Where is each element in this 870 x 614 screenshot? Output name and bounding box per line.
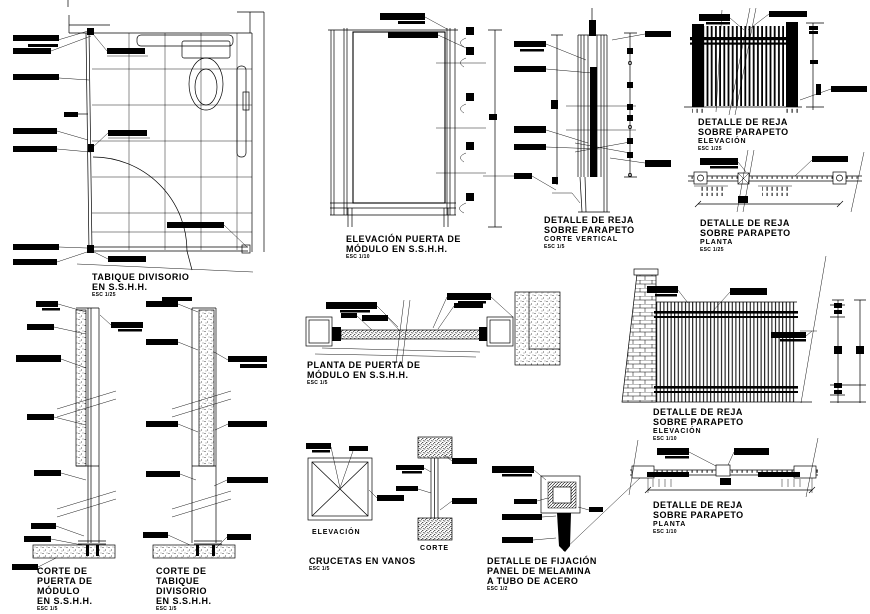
figure-reja-elevacion-der	[622, 256, 866, 403]
scale-label: ESC 1/25	[698, 146, 722, 152]
scale-label: ESC 1/2	[487, 586, 508, 592]
title-reja-corte-vertical: DETALLE DE REJA SOBRE PARAPETO CORTE VERTICAL ESC 1/5	[544, 215, 635, 250]
title-planta-puerta: PLANTA DE PUERTA DE MÓDULO EN S.S.H.H. ESC 1/5	[307, 360, 421, 386]
foundation	[153, 545, 235, 558]
callout-labels	[380, 13, 466, 48]
brick-pillar	[622, 274, 656, 402]
figure-reja-corte-vertical	[483, 8, 671, 212]
figure-reja-planta-sup	[688, 150, 864, 212]
scale-label: ESC 1/10	[653, 529, 677, 535]
toilet-plan	[182, 41, 230, 110]
title-reja-elevacion-sup: DETALLE DE REJA SOBRE PARAPETO ELEVACIÓN ESC 1/25	[698, 117, 789, 152]
scale-label: ESC 1/5	[37, 606, 58, 612]
title-elevacion-puerta: ELEVACIÓN PUERTA DE MÓDULO EN S.S.H.H. ESC 1/10	[346, 234, 461, 260]
callout-labels	[326, 293, 513, 331]
title-corte-puerta: CORTE DE PUERTA DE MÓDULO EN S.S.H.H. ESC 1/5	[37, 566, 93, 612]
break-lines	[57, 391, 116, 517]
scale-label: ESC 1/5	[156, 606, 177, 612]
callout-labels	[13, 31, 247, 265]
label-crucetas-corte: CORTE	[420, 545, 449, 552]
view-label: PLANTA	[653, 521, 687, 528]
concrete-wall	[515, 292, 560, 365]
figure-reja-planta-der	[629, 438, 818, 497]
foundation	[33, 545, 115, 558]
figure-crucetas-corte	[396, 437, 477, 540]
title-tabique-divisorio: TABIQUE DIVISORIO EN S.S.H.H. ESC 1/25	[92, 272, 190, 298]
callout-labels	[396, 455, 477, 510]
scale-label: ESC 1/25	[700, 247, 724, 253]
title-reja-planta-der: DETALLE DE REJA SOBRE PARAPETO PLANTA ESC 1/10	[653, 500, 744, 535]
figure-reja-elevacion-sup	[684, 8, 867, 115]
door-leaf-elevation	[353, 32, 445, 203]
melamine-panel	[557, 513, 571, 552]
figure-partition-section	[143, 301, 268, 558]
view-label: CORTE VERTICAL	[544, 236, 619, 243]
shelf-plan	[137, 35, 233, 46]
callout-labels	[657, 448, 769, 466]
callout-labels	[700, 156, 848, 176]
view-label: ELEVACIÓN	[698, 138, 747, 145]
figure-crucetas-elevacion	[306, 443, 404, 520]
hinge-strip	[459, 27, 474, 213]
tile-grid	[92, 33, 252, 250]
fence-post	[692, 24, 704, 107]
scale-label: ESC 1/5	[544, 244, 565, 250]
view-label: ELEVACIÓN	[653, 428, 702, 435]
scale-label: ESC 1/5	[307, 380, 328, 386]
scale-label: ESC 1/10	[346, 254, 370, 260]
label-crucetas-elevacion: ELEVACIÓN	[312, 529, 361, 536]
figure-door-plan	[306, 292, 560, 365]
scale-label: ESC 1/5	[309, 566, 330, 572]
scale-label: ESC 1/25	[92, 292, 116, 298]
figure-door-section	[12, 301, 143, 570]
scale-label: ESC 1/10	[653, 436, 677, 442]
panel-section	[199, 310, 214, 466]
callout-labels	[492, 466, 603, 543]
callout-labels	[483, 31, 671, 203]
view-label: PLANTA	[700, 239, 734, 246]
door-leaf-plan	[341, 330, 481, 339]
panel-section	[76, 310, 86, 466]
figure-bathroom-plan	[13, 0, 264, 301]
figure-door-elevation	[328, 13, 502, 227]
figure-fijacion-detail	[492, 466, 641, 552]
door-leaf	[92, 247, 248, 251]
door-swing-arc	[93, 157, 187, 251]
title-reja-planta-sup: DETALLE DE REJA SOBRE PARAPETO PLANTA ESC 1/25	[700, 218, 791, 253]
cross-brace	[312, 462, 368, 516]
grab-bar	[237, 66, 246, 157]
title-corte-tabique: CORTE DE TABIQUE DIVISORIO EN S.S.H.H. ESC 1/5	[156, 566, 212, 612]
title-crucetas: CRUCETAS EN VANOS ESC 1/5	[309, 556, 416, 572]
title-reja-elevacion-der: DETALLE DE REJA SOBRE PARAPETO ELEVACIÓN ESC 1/10	[653, 407, 744, 442]
callout-labels	[306, 443, 404, 501]
fence-post	[786, 22, 798, 107]
title-detalle-fijacion: DETALLE DE FIJACIÓN PANEL DE MELAMINA A TUBO DE ACERO ESC 1/2	[487, 556, 597, 592]
